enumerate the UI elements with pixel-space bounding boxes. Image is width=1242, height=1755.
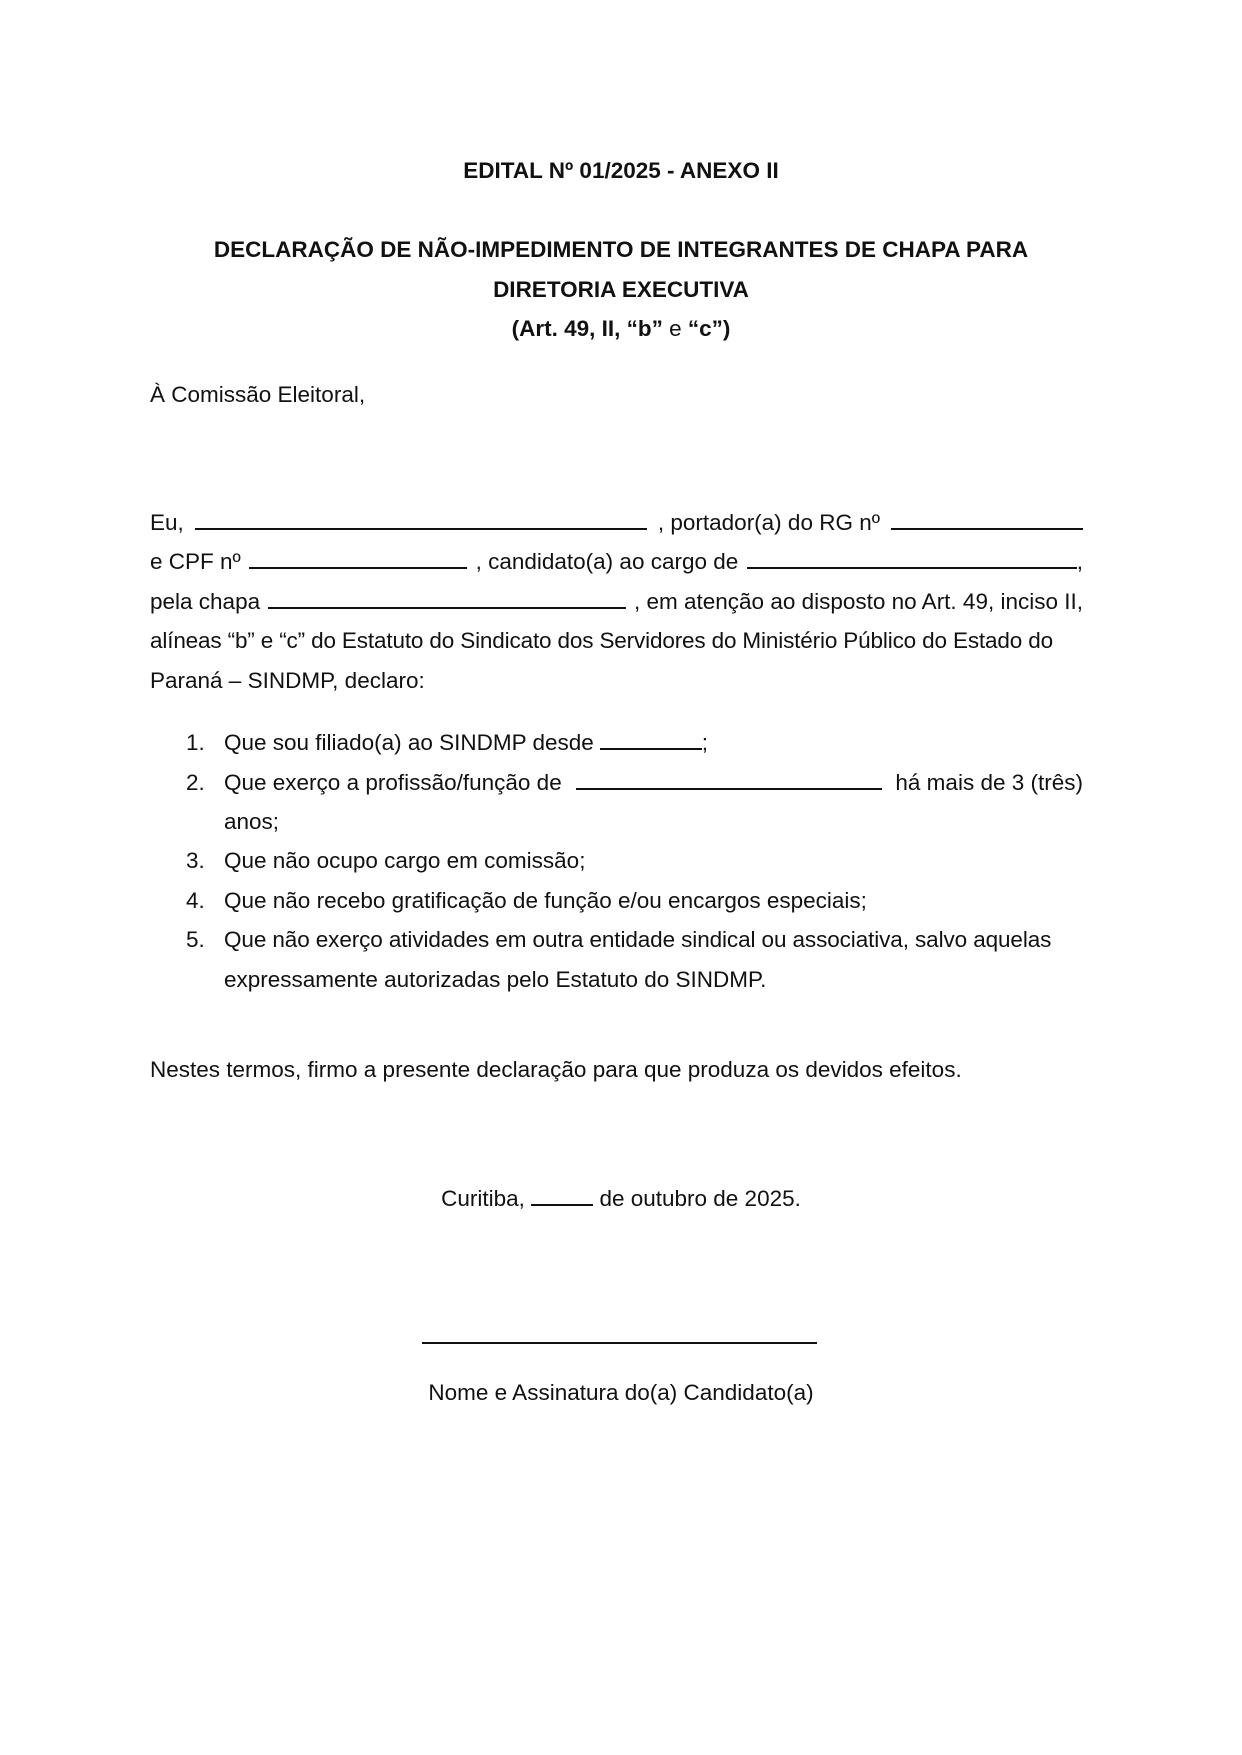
- list-item: [224, 772, 1083, 795]
- list-item-continuation: anos;: [224, 809, 280, 834]
- membership-date-blank-field[interactable]: [600, 747, 702, 750]
- salutation: À Comissão Eleitoral,: [150, 382, 366, 407]
- date-line: [0, 1188, 1242, 1211]
- body-text: ,: [1076, 549, 1083, 574]
- list-item: Que não recebo gratificação de função e/ou encargos especiais;: [224, 888, 867, 913]
- closing-statement: Nestes termos, firmo a presente declaração para que produza os devidos efeitos.: [150, 1057, 962, 1082]
- list-number: 5.: [186, 927, 205, 952]
- day-blank-field[interactable]: [531, 1203, 593, 1206]
- date-city: Curitiba,: [441, 1186, 525, 1211]
- list-number: 4.: [186, 888, 205, 913]
- signature-caption: Nome e Assinatura do(a) Candidato(a): [428, 1380, 814, 1405]
- list-item-continuation: expressamente autorizadas pelo Estatuto do SINDMP.: [224, 967, 767, 992]
- body-line-4: alíneas “b” e “c” do Estatuto do Sindicato dos Servidores do Ministério Público do Estado do: [150, 628, 1053, 653]
- list-item-text: há mais de 3 (três): [895, 770, 1083, 795]
- body-text: , candidato(a) ao cargo de: [475, 549, 739, 574]
- body-line-1: [150, 512, 1083, 535]
- position-blank-field[interactable]: [747, 566, 1077, 569]
- article-reference-part-1: (Art. 49, II, “b”: [511, 316, 663, 341]
- list-item: Que não ocupo cargo em comissão;: [224, 848, 586, 873]
- cpf-blank-field[interactable]: [249, 566, 467, 569]
- slate-blank-field[interactable]: [268, 606, 626, 609]
- body-text: e CPF nº: [150, 549, 241, 574]
- article-reference-part-2: “c”): [687, 316, 731, 341]
- body-text: Eu,: [150, 510, 184, 535]
- list-number: 2.: [186, 770, 205, 795]
- rg-blank-field[interactable]: [891, 527, 1083, 530]
- list-item-text: Que sou filiado(a) ao SINDMP desde: [224, 730, 594, 755]
- list-item: [224, 732, 708, 755]
- article-reference: [0, 318, 1242, 341]
- list-number: 1.: [186, 730, 205, 755]
- list-item: Que não exerço atividades em outra entidade sindical ou associativa, salvo aquelas: [224, 927, 1052, 952]
- body-line-5: Paraná – SINDMP, declaro:: [150, 668, 425, 693]
- signature-line[interactable]: [422, 1342, 817, 1344]
- list-item-text: ;: [701, 730, 709, 755]
- name-blank-field[interactable]: [195, 527, 647, 530]
- body-text: , em atenção ao disposto no Art. 49, inciso II,: [633, 589, 1083, 614]
- date-rest: de outubro de 2025.: [599, 1186, 801, 1211]
- body-text: , portador(a) do RG nº: [657, 510, 880, 535]
- heading-line-2: DIRETORIA EXECUTIVA: [493, 277, 749, 302]
- body-line-2: [150, 551, 1083, 574]
- heading-line-1: DECLARAÇÃO DE NÃO-IMPEDIMENTO DE INTEGRANTES DE CHAPA PARA: [213, 237, 1029, 262]
- profession-blank-field[interactable]: [576, 787, 882, 790]
- body-line-3: [150, 591, 1083, 614]
- list-number: 3.: [186, 848, 205, 873]
- document-title: EDITAL Nº 01/2025 - ANEXO II: [463, 158, 779, 183]
- article-reference-conjunction: e: [662, 316, 688, 341]
- body-text: pela chapa: [150, 589, 261, 614]
- list-item-text: Que exerço a profissão/função de: [224, 770, 562, 795]
